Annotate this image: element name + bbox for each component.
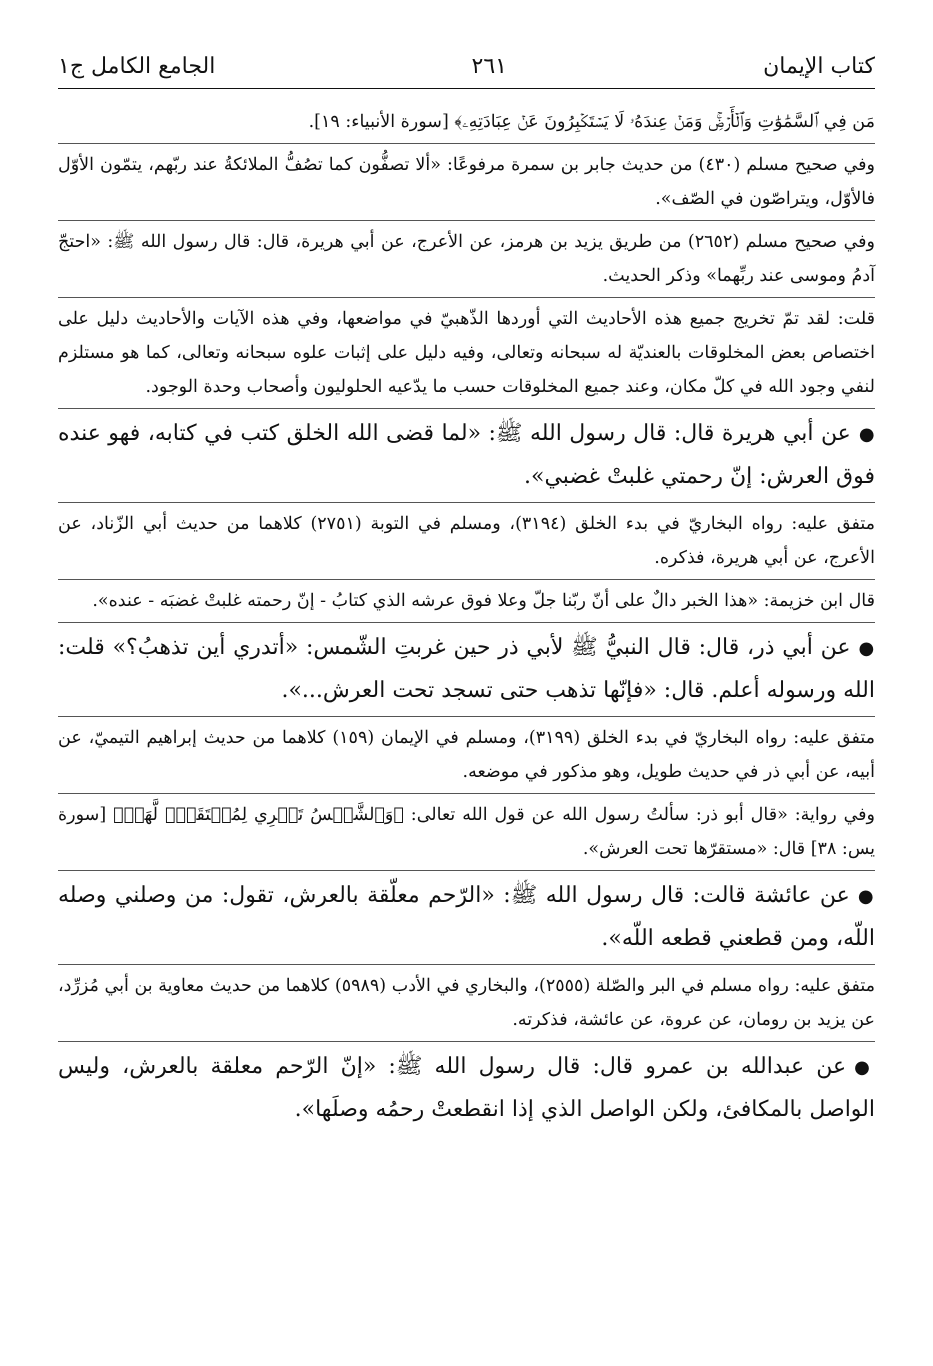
commentary-paragraph bbox=[58, 148, 875, 216]
separator-rule bbox=[58, 579, 875, 580]
bullet-icon: ● bbox=[858, 424, 875, 445]
commentary-paragraph bbox=[58, 584, 875, 618]
commentary-paragraph bbox=[58, 105, 875, 139]
paragraph-text: قلت: لقد تمّ تخريج جميع هذه الأحاديث التي أوردها الذّهبيّ في مواضعها، وفي هذه الآيات والأحاديث دليل على اختصاص بعض المخلوقات بالعنديّة له سبحانه وتعالى، وفيه دليل على إثبات علوه سبحانه وتعالى، كما هو مستلزم لنفي وجود الله في كلّ مكان، وعند جميع المخلوقات حسب ما يدّعيه الحلوليون وأصحاب وحدة الوجود. bbox=[58, 309, 875, 397]
hadith-paragraph bbox=[58, 413, 875, 498]
separator-rule bbox=[58, 408, 875, 409]
separator-rule bbox=[58, 716, 875, 717]
paragraph-text: عن أبي هريرة قال: قال رسول الله ﷺ: «لما قضى الله الخلق كتب في كتابه، فهو عنده فوق العرش: إنّ رحمتي غلبتْ غضبي». bbox=[58, 421, 875, 489]
paragraph-text: وفي رواية: «قال أبو ذر: سألتُ رسول الله عن قول الله تعالى: ﴿وَٱلشَّمۡسُ تَجۡرِي لِمُسۡتَقَرّٖ لَّهَاۚ﴾ [سورة يس: ٣٨] قال: «مستقرّها تحت العرش». bbox=[58, 805, 875, 859]
hadith-paragraph bbox=[58, 1046, 875, 1131]
separator-rule bbox=[58, 220, 875, 221]
commentary-paragraph bbox=[58, 225, 875, 293]
commentary-paragraph bbox=[58, 302, 875, 404]
paragraph-text: عن عبدالله بن عمرو قال: قال رسول الله ﷺ: «إنّ الرّحم معلقة بالعرش، وليس الواصل بالمكافئ، ولكن الواصل الذي إذا انقطعتْ رحمُه وصلَها». bbox=[58, 1054, 875, 1122]
paragraph-text: وفي صحيح مسلم (٤٣٠) من حديث جابر بن سمرة مرفوعًا: «ألا تصفُّون كما تصُفُّ الملائكةُ عند ربّهم، يتمّون الأوّل فالأوّل، ويتراصّون في الصّف». bbox=[58, 155, 875, 209]
page-body bbox=[58, 105, 875, 1131]
separator-rule bbox=[58, 964, 875, 965]
separator-rule bbox=[58, 1041, 875, 1042]
paragraph-text: متفق عليه: رواه مسلم في البر والصّلة (٢٥٥٥)، والبخاري في الأدب (٥٩٨٩) كلاهما من حديث معاوية بن أبي مُزرِّد، عن يزيد بن رومان، عن عروة، عن عائشة، فذكرته. bbox=[58, 976, 875, 1030]
bullet-icon: ● bbox=[854, 1057, 875, 1078]
paragraph-text: عن عائشة قالت: قال رسول الله ﷺ: «الرّحم معلّقة بالعرش، تقول: من وصلني وصله اللّه، ومن قطعني قطعه اللّه». bbox=[58, 883, 875, 951]
separator-rule bbox=[58, 502, 875, 503]
paragraph-text: عن أبي ذر، قال: قال النبيُّ ﷺ لأبي ذر حين غربتِ الشّمس: «أتدري أين تذهبُ؟» قلت: الله ورسوله أعلم. قال: «فإنّها تذهب حتى تسجد تحت العرش...». bbox=[58, 635, 875, 703]
commentary-paragraph bbox=[58, 969, 875, 1037]
running-header bbox=[58, 52, 875, 89]
paragraph-text: قال ابن خزيمة: «هذا الخبر دالٌ على أنّ ربّنا جلّ وعلا فوق عرشه الذي كتابُ - إنّ رحمته غلبتْ غضبَه - عنده». bbox=[92, 591, 875, 611]
separator-rule bbox=[58, 297, 875, 298]
separator-rule bbox=[58, 793, 875, 794]
paragraph-text: متفق عليه: رواه البخاريّ في بدء الخلق (٣١٩٤)، ومسلم في التوبة (٢٧٥١) كلاهما من حديث أبي الزّناد، عن الأعرج، عن أبي هريرة، فذكره. bbox=[58, 514, 875, 568]
separator-rule bbox=[58, 143, 875, 144]
commentary-paragraph bbox=[58, 507, 875, 575]
separator-rule bbox=[58, 622, 875, 623]
commentary-paragraph bbox=[58, 721, 875, 789]
bullet-icon: ● bbox=[858, 638, 875, 659]
commentary-paragraph bbox=[58, 798, 875, 866]
header-book-title: كتاب الإيمان bbox=[763, 54, 875, 79]
bullet-icon: ● bbox=[857, 886, 875, 907]
paragraph-text: وفي صحيح مسلم (٢٦٥٢) من طريق يزيد بن هرمز، عن الأعرج، عن أبي هريرة، قال: قال رسول الله ﷺ: «احتجّ آدمُ وموسى عند ربِّهما» وذكر الحديث. bbox=[58, 232, 875, 286]
hadith-paragraph bbox=[58, 875, 875, 960]
paragraph-text: مَن فِي ٱلسَّمَٰوَٰتِ وَٱلۡأَرۡضِۚ وَمَنۡ عِندَهُۥ لَا يَسۡتَكۡبِرُونَ عَنۡ عِبَادَتِهِۦ﴾ [سورة الأنبياء: ١٩]. bbox=[308, 112, 875, 132]
header-volume-title: الجامع الكامل ج١ bbox=[58, 54, 216, 79]
hadith-paragraph bbox=[58, 627, 875, 712]
paragraph-text: متفق عليه: رواه البخاريّ في بدء الخلق (٣١٩٩)، ومسلم في الإيمان (١٥٩) كلاهما من حديث إبراهيم التيميّ، عن أبيه، عن أبي ذر في حديث طويل، وهو مذكور في موضعه. bbox=[58, 728, 876, 782]
separator-rule bbox=[58, 870, 875, 871]
page-number: ٢٦١ bbox=[471, 54, 507, 79]
